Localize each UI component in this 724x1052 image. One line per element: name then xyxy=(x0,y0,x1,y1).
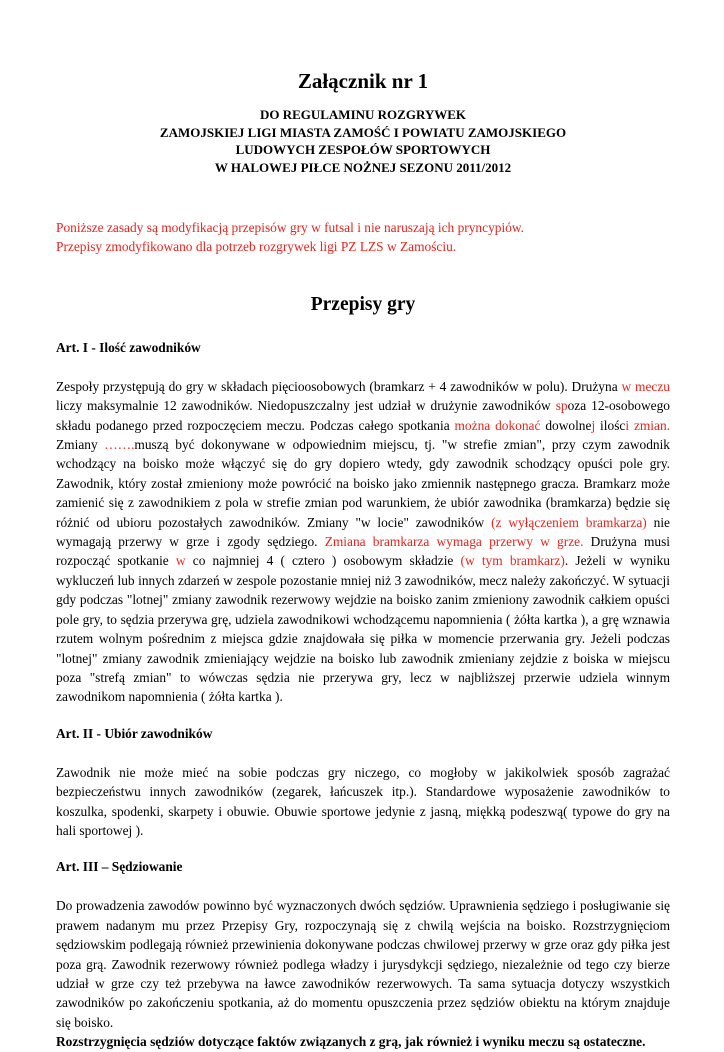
art1-highlight-segment: j xyxy=(591,417,596,433)
art1-text-segment: Zespoły przystępują do gry w składach pięcioosobowych (bramkarz + 4 zawodników w polu). Drużyna xyxy=(56,378,622,394)
art1-text-segment: Drużyna musi rozpocząć spotkanie xyxy=(56,534,670,569)
art1-text-segment: co najmniej 4 ( cztero ) osobowym składzie xyxy=(185,553,461,569)
art1-highlight-segment: Zmiana bramkarza wymaga przerwy w grze. xyxy=(324,534,584,550)
art1-body xyxy=(56,377,670,707)
art1-text-segment: ilośc xyxy=(595,417,626,433)
intro-line-1: Poniższe zasady są modyfikacją przepisów gry w futsal i nie naruszają ich pryncypiów. xyxy=(56,220,525,235)
art1-text-segment: dowolne xyxy=(540,417,592,433)
subtitle-line-4: W HALOWEJ PIŁCE NOŻNEJ SEZONU 2011/2012 xyxy=(214,159,512,175)
art1-heading: Art. I - Ilość zawodników xyxy=(56,339,201,355)
art2-body: Zawodnik nie może mieć na sobie podczas gry niczego, co mogłoby w jakikolwiek sposób zagrażać bezpieczeństwu innych zawodników (zegarek, łańcuszek itp.). Standardowe wyposażenie zawodników to koszulka, spodenki, skarpety i obuwie. Obuwie sportowe jedynie z jasną, miękką podeszwą( typowe do gry na hali sportowej ). xyxy=(56,764,670,838)
art3-heading: Art. III – Sędziowanie xyxy=(56,859,183,875)
art1-highlight-segment: ……. xyxy=(104,437,135,453)
art1-text-segment: oza 12-osobowego składu podanego przed rozpoczęciem meczu. Podczas całego spotkania xyxy=(56,398,670,433)
subtitle-line-2: ZAMOJSKIEJ LIGI MIASTA ZAMOŚĆ I POWIATU ZAMOJSKIEGO xyxy=(159,124,567,140)
art1-text-segment: muszą być dokonywane w odpowiednim miejscu, tj. "w strefie zmian", przy czym zawodnik wchodzący na boisko może włączyć się do gry dopiero wtedy, gdy zawodnik schodzący opuści pole gry. Zawodnik, który został zmieniony może powrócić na boisko jako zmiennik następnego gracza. Bramkarz może zamienić się z zawodnikiem z pola w strefie zmian pod warunkiem, że ubiór zawodnika (bramkarza) będzie się różnić od ubioru pozostałych zawodników. Zmiany "w locie" zawodników xyxy=(56,437,670,530)
document-title: Załącznik nr 1 xyxy=(297,69,429,93)
art1-highlight-segment: w meczu xyxy=(621,378,670,394)
art1-text-segment: liczy maksymalnie 12 zawodników. Niedopuszczalny jest udział w drużynie zawodników xyxy=(56,398,556,414)
document-page xyxy=(56,68,670,1052)
intro-note xyxy=(56,218,670,257)
art1-highlight-segment: w xyxy=(175,553,186,569)
art3-body: Do prowadzenia zawodów powinno być wyznaczonych dwóch sędziów. Uprawnienia sędziego i posługiwanie się prawem nadanym mu przez Przepisy Gry, rozpoczynają się z chwilą wejścia na boisko. Rozstrzygnięciom sędziowskim podlegają również przewinienia dokonywane podczas chwilowej przerwy w grze oraz gdy piłka jest poza grą. Zawodnik rezerwowy również podlega władzy i jurysdykcji sędziego, niezależnie od tego czy bierze udział w grze czy też przebywa na ławce zawodników rezerwowych. Ta sama sytuacja dotyczy wszystkich zawodników po zakończeniu spotkania, aż do momentu opuszczenia przez sędziów obiektu na którym znajduje się boisko. xyxy=(56,898,670,1030)
subtitle-line-3: LUDOWYCH ZESPOŁÓW SPORTOWYCH xyxy=(235,142,491,157)
art3-final-statement: Rozstrzygnięcia sędziów dotyczące faktów związanych z grą, jak również i wyniku meczu są ostateczne. xyxy=(56,1034,646,1050)
subtitle-line-1: DO REGULAMINU ROZGRYWEK xyxy=(259,107,467,122)
art2-heading: Art. II - Ubiór zawodników xyxy=(56,725,213,741)
art1-text-segment: Zmiany xyxy=(56,437,105,453)
art1-highlight-segment: (z wyłączeniem bramkarza) xyxy=(491,514,647,530)
art1-highlight-segment: sp xyxy=(555,398,568,414)
rules-heading: Przepisy gry xyxy=(310,293,416,315)
intro-line-2: Przepisy zmodyfikowano dla potrzeb rozgrywek ligi PZ LZS w Zamościu. xyxy=(56,239,457,255)
art1-highlight-segment: i zmian. xyxy=(625,417,671,433)
art1-highlight-segment: można dokonać xyxy=(454,417,541,433)
art1-highlight-segment: (w tym bramkarz) xyxy=(460,553,565,569)
art1-text-segment: . Jeżeli w wyniku wykluczeń lub innych zdarzeń w zespole pozostanie mniej niż 3 zawodników, mecz należy zakończyć. W sytuacji gdy podczas "lotnej" zmiany zawodnik rezerwowy wejdzie na boisko zanim zmieniony zawodnik całkiem opuści pole gry, to sędzia przerywa grę, udziela zawodnikowi wchodzącemu napomnienia ( żółta kartka ), a grę wznawia rzutem wolnym pośrednim z miejsca gdzie znajdowała się piłka w momencie przerwania gry. Jeżeli podczas "lotnej" zmiany zawodnik zmieniający wejdzie na boisko lub zawodnik zmieniany zejdzie z boiska w miejscu poza "strefą zmian" to wówczas sędzia nie przerywa gry, lecz w najbliższej przerwie udziela winnym zawodnikom napomnienia ( żółta kartka ). xyxy=(56,553,671,705)
art1-text-segment: nie wymagają przerwy w grze i zgody sędziego. xyxy=(56,514,670,550)
